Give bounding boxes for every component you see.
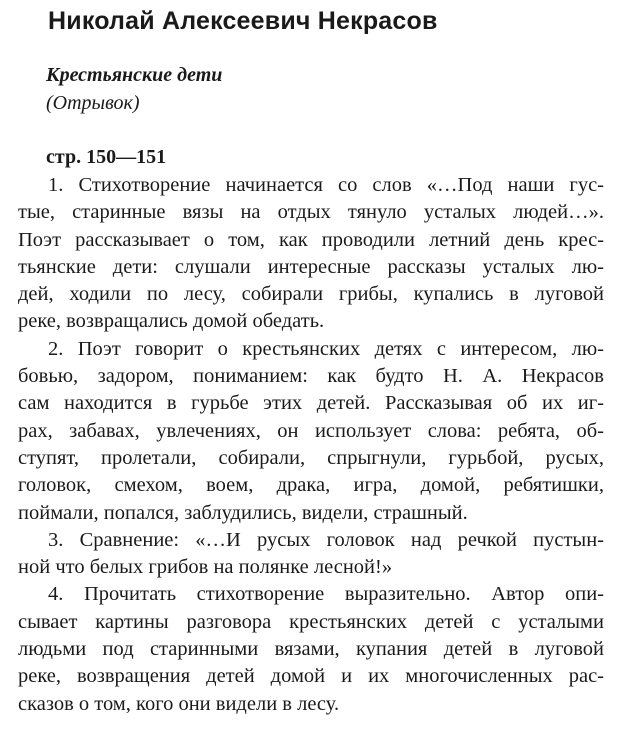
text-line: ступят, пролетали, собирали, спрыгнули, гурьбой, русых, [18,446,604,469]
text-line: сам находится в гурьбе этих детей. Рассказывая об их иг- [18,392,604,415]
paragraph-3 [18,527,604,582]
work-subtitle: (Отрывок) [46,92,140,114]
text-line: 1. Стихотворение начинается со слов «…Под наши гус- [48,174,604,196]
text-line: реке, возвращения детей домой и их многочисленных рас- [18,665,604,688]
page-reference: стр. 150—151 [46,146,167,168]
document-page [18,0,604,736]
text-line: сывает картины разговора крестьянских детей с усталыми [18,610,604,633]
text-line: 4. Прочитать стихотворение выразительно. Автор опи- [48,583,604,606]
text-line: 3. Сравнение: «…И русых головок над речкой пустын- [48,528,604,551]
text-line: людьми под старинными вязами, купания детей в луговой [18,638,604,661]
text-line: реке, возвращались домой обедать. [18,310,325,333]
text-line: поймали, попался, заблудились, видели, страшный. [18,501,468,524]
text-line: тьянские дети: слушали интересные рассказы усталых лю- [18,255,604,278]
text-line: бовью, задором, пониманием: как будто Н. А. Некрасов [18,365,604,388]
text-line: 2. Поэт говорит о крестьянских детях с интересом, лю- [48,337,604,360]
text-line: ной что белых грибов на полянке лесной!» [18,556,393,579]
text-line: сказов о том, кого они видели в лесу. [18,692,340,715]
text-line: Поэт рассказывает о том, как проводили летний день крес- [18,228,604,251]
author-heading: Николай Алексеевич Некрасов [48,7,438,35]
body-text [18,172,604,718]
work-title: Крестьянские дети [46,64,223,86]
paragraph-2 [18,336,604,527]
paragraph-1 [18,172,604,336]
paragraph-4 [18,581,604,717]
text-line: головок, смехом, воем, драка, игра, домой, ребятишки, [18,474,604,497]
text-line: дей, ходили по лесу, собирали грибы, купались в луговой [18,283,604,306]
text-line: тые, старинные вязы на отдых тянуло усталых людей…». [18,201,604,224]
text-line: рах, забавах, увлечениях, он использует слова: ребята, об- [18,419,604,442]
